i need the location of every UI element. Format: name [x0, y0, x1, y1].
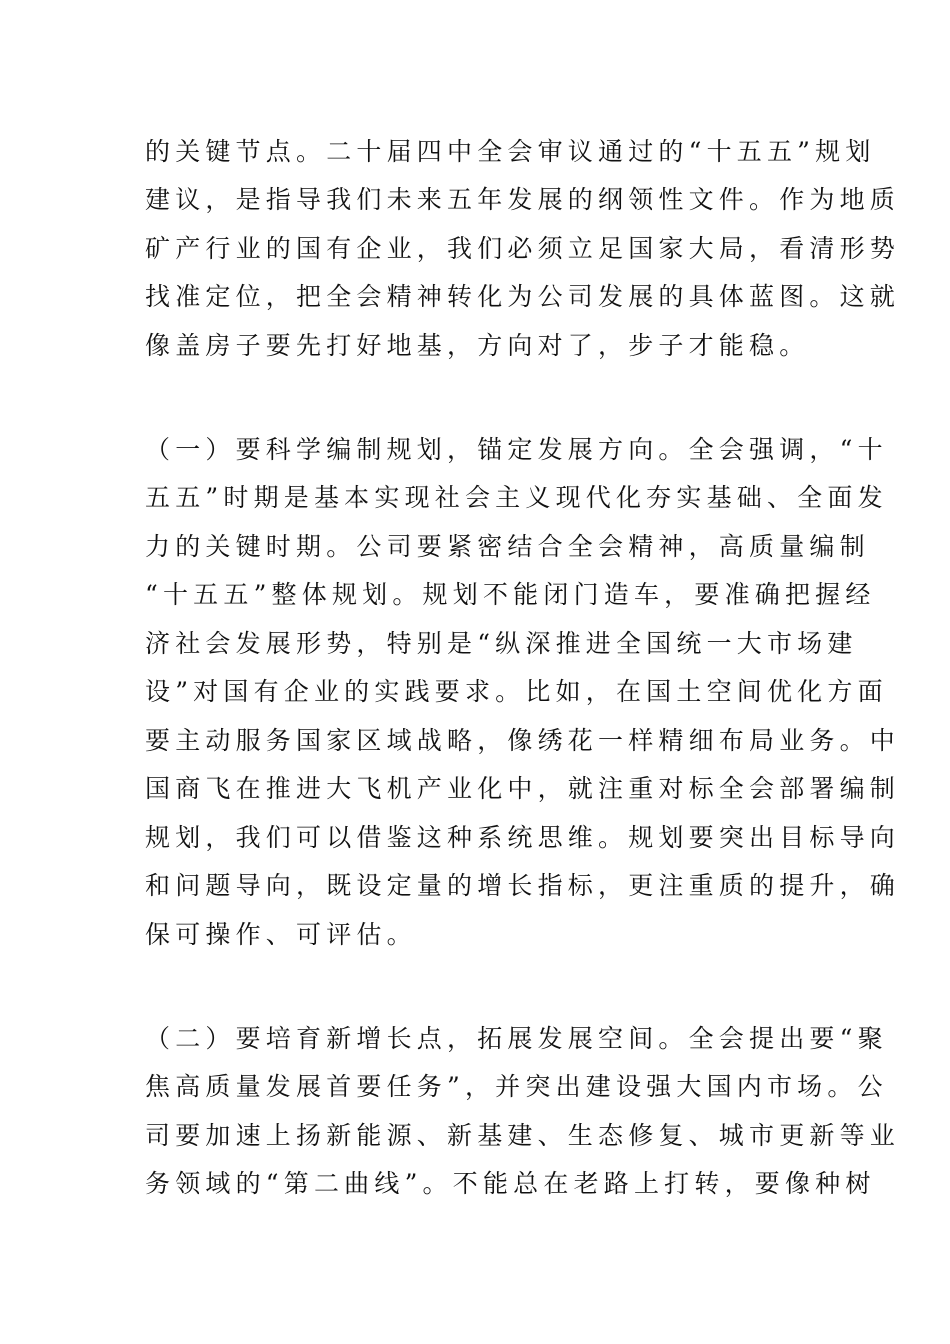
paragraph-1-line-4: 找准定位，把全会精神转化为公司发展的具体蓝图。这就	[145, 282, 901, 311]
paragraph-1-line-5: 像盖房子要先打好地基，方向对了，步子才能稳。	[145, 331, 810, 360]
paragraph-2-line-4: “十五五”整体规划。规划不能闭门造车，要准确把握经	[145, 580, 876, 609]
paragraph-2-line-3: 力的关键时期。公司要紧密结合全会精神，高质量编制	[145, 532, 870, 561]
paragraph-2-line-5: 济社会发展形势，特别是“纵深推进全国统一大市场建	[145, 629, 858, 658]
paragraph-1-line-2: 建议，是指导我们未来五年发展的纲领性文件。作为地质	[145, 185, 901, 214]
paragraph-2-line-8: 国商飞在推进大飞机产业化中，就注重对标全会部署编制	[145, 774, 901, 803]
paragraph-2-line-9: 规划，我们可以借鉴这种系统思维。规划要突出目标导向	[145, 823, 901, 852]
paragraph-2-line-11: 保可操作、可评估。	[145, 920, 417, 949]
paragraph-2-line-10: 和问题导向，既设定量的增长指标，更注重质的提升，确	[145, 871, 901, 900]
paragraph-3-line-2: 焦高质量发展首要任务”，并突出建设强大国内市场。公	[145, 1072, 888, 1101]
paragraph-1-line-1: 的关键节点。二十届四中全会审议通过的“十五五”规划	[145, 137, 876, 166]
paragraph-3-line-4: 务领域的“第二曲线”。不能总在老路上打转，要像种树	[145, 1169, 876, 1198]
paragraph-3-line-3: 司要加速上扬新能源、新基建、生态修复、城市更新等业	[145, 1121, 901, 1150]
paragraph-1-line-3: 矿产行业的国有企业，我们必须立足国家大局，看清形势	[145, 234, 901, 263]
paragraph-2-line-1: （一）要科学编制规划，锚定发展方向。全会强调，“十	[145, 435, 888, 464]
paragraph-2-line-6: 设”对国有企业的实践要求。比如，在国土空间优化方面	[145, 677, 888, 706]
paragraph-2-line-2: 五五”时期是基本实现社会主义现代化夯实基础、全面发	[145, 483, 888, 512]
paragraph-2-line-7: 要主动服务国家区域战略，像绣花一样精细布局业务。中	[145, 726, 901, 755]
paragraph-3-line-1: （二）要培育新增长点，拓展发展空间。全会提出要“聚	[145, 1024, 888, 1053]
